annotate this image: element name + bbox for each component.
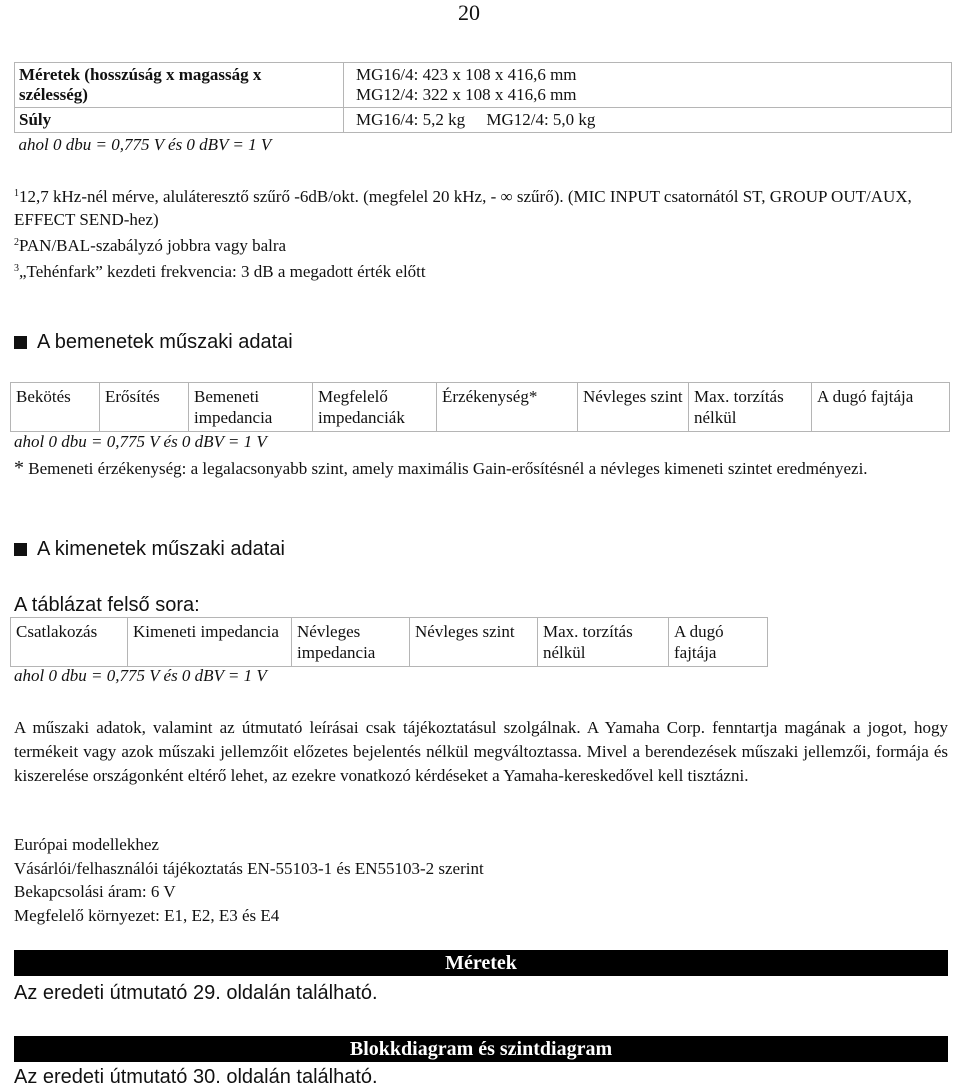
inputs-note: ahol 0 dbu = 0,775 V és 0 dBV = 1 V bbox=[14, 432, 267, 451]
inputs-heading: A bemenetek műszaki adatai bbox=[14, 331, 293, 354]
disclaimer-paragraph: A műszaki adatok, valamint az útmutató leírásai csak tájékoztatásul szolgálnak. A Yamaha Corp. fenntartja magának a jogot, hogy termékeit vagy azok műszaki jellemzőit előzetes bejelentés nélkül megváltoztassa. Mivel a berendezések műszaki jellemzői, formája és kiszerelése országonként eltérő lehet, az ezekre vonatkozó kérdéseket a Yamaha-kereskedővel kell tisztázni. bbox=[14, 718, 948, 785]
dimensions-value: MG16/4: 423 x 108 x 416,6 mm MG12/4: 322 x 108 x 416,6 mm bbox=[344, 63, 952, 108]
table-row bbox=[11, 618, 768, 667]
table-cell: Érzékenység* bbox=[437, 383, 578, 432]
bullet-square-icon bbox=[14, 336, 27, 349]
infinity-symbol: ∞ bbox=[500, 187, 513, 206]
weight-label: Súly bbox=[15, 108, 344, 133]
table-cell: Névleges szint bbox=[410, 618, 538, 667]
outputs-subheading: A táblázat felső sora: bbox=[14, 594, 200, 616]
table-cell: Erősítés bbox=[100, 383, 189, 432]
table-row bbox=[15, 108, 952, 133]
table-cell: Megfelelő impedanciák bbox=[313, 383, 437, 432]
table-cell: A dugó fajtája bbox=[669, 618, 768, 667]
table-row bbox=[11, 383, 950, 432]
table-cell: Bemeneti impedancia bbox=[189, 383, 313, 432]
outputs-note: ahol 0 dbu = 0,775 V és 0 dBV = 1 V bbox=[14, 666, 267, 685]
table-cell: Bekötés bbox=[11, 383, 100, 432]
european-info: Európai modellekhez Vásárlói/felhasználói tájékoztatás EN-55103-1 és EN55103-2 szerint Bekapcsolási áram: 6 V Megfelelő környezet: E1, E2, E3 és E4 bbox=[14, 835, 484, 925]
footnote-3: $^3$„Tehénfark” kezdeti frekvencia: 3 dB a megadott érték előtt bbox=[14, 262, 426, 281]
outputs-table bbox=[10, 617, 768, 667]
block-diagram-reference: Az eredeti útmutató 30. oldalán található. bbox=[14, 1066, 378, 1088]
table-cell: Max. torzítás nélkül bbox=[538, 618, 669, 667]
block-diagram-section-bar: Blokkdiagram és szintdiagram bbox=[14, 1036, 948, 1062]
table-cell: A dugó fajtája bbox=[812, 383, 950, 432]
footnote-2: $^2$PAN/BAL-szabályzó jobbra vagy balra bbox=[14, 236, 287, 255]
table-cell: Névleges impedancia bbox=[292, 618, 410, 667]
spec-table bbox=[14, 62, 952, 157]
table-row bbox=[15, 63, 952, 108]
weight-value: MG16/4: 5,2 kg MG12/4: 5,0 kg bbox=[344, 108, 952, 133]
bullet-square-icon bbox=[14, 543, 27, 556]
page-number: 20 bbox=[458, 0, 480, 25]
table-cell: Csatlakozás bbox=[11, 618, 128, 667]
table-cell: Névleges szint bbox=[578, 383, 689, 432]
table-row bbox=[15, 133, 952, 158]
dimensions-label: Méretek (hosszúság x magasság x szélesség) bbox=[15, 63, 344, 108]
inputs-table bbox=[10, 382, 950, 432]
table-cell: Max. torzítás nélkül bbox=[689, 383, 812, 432]
table-cell: Kimeneti impedancia bbox=[128, 618, 292, 667]
footnote-1: $^1$12,7 kHz-nél mérve, aluláteresztő szűrő -6dB/okt. (megfelel 20 kHz, - ∞ szűrő). (MIC INPUT csatornától ST, GROUP OUT/AUX, EFFECT SEND-hez) bbox=[14, 187, 912, 229]
outputs-heading: A kimenetek műszaki adatai bbox=[14, 538, 285, 561]
spec-note: ahol 0 dbu = 0,775 V és 0 dBV = 1 V bbox=[18, 135, 272, 154]
footnotes bbox=[14, 182, 954, 283]
dimensions-reference: Az eredeti útmutató 29. oldalán található. bbox=[14, 982, 378, 1004]
inputs-asterisk-note: * Bemeneti érzékenység: a legalacsonyabb szint, amely maximális Gain-erősítésnél a névleges kimeneti szintet eredményezi. bbox=[14, 457, 868, 479]
dimensions-section-bar: Méretek bbox=[14, 950, 948, 976]
